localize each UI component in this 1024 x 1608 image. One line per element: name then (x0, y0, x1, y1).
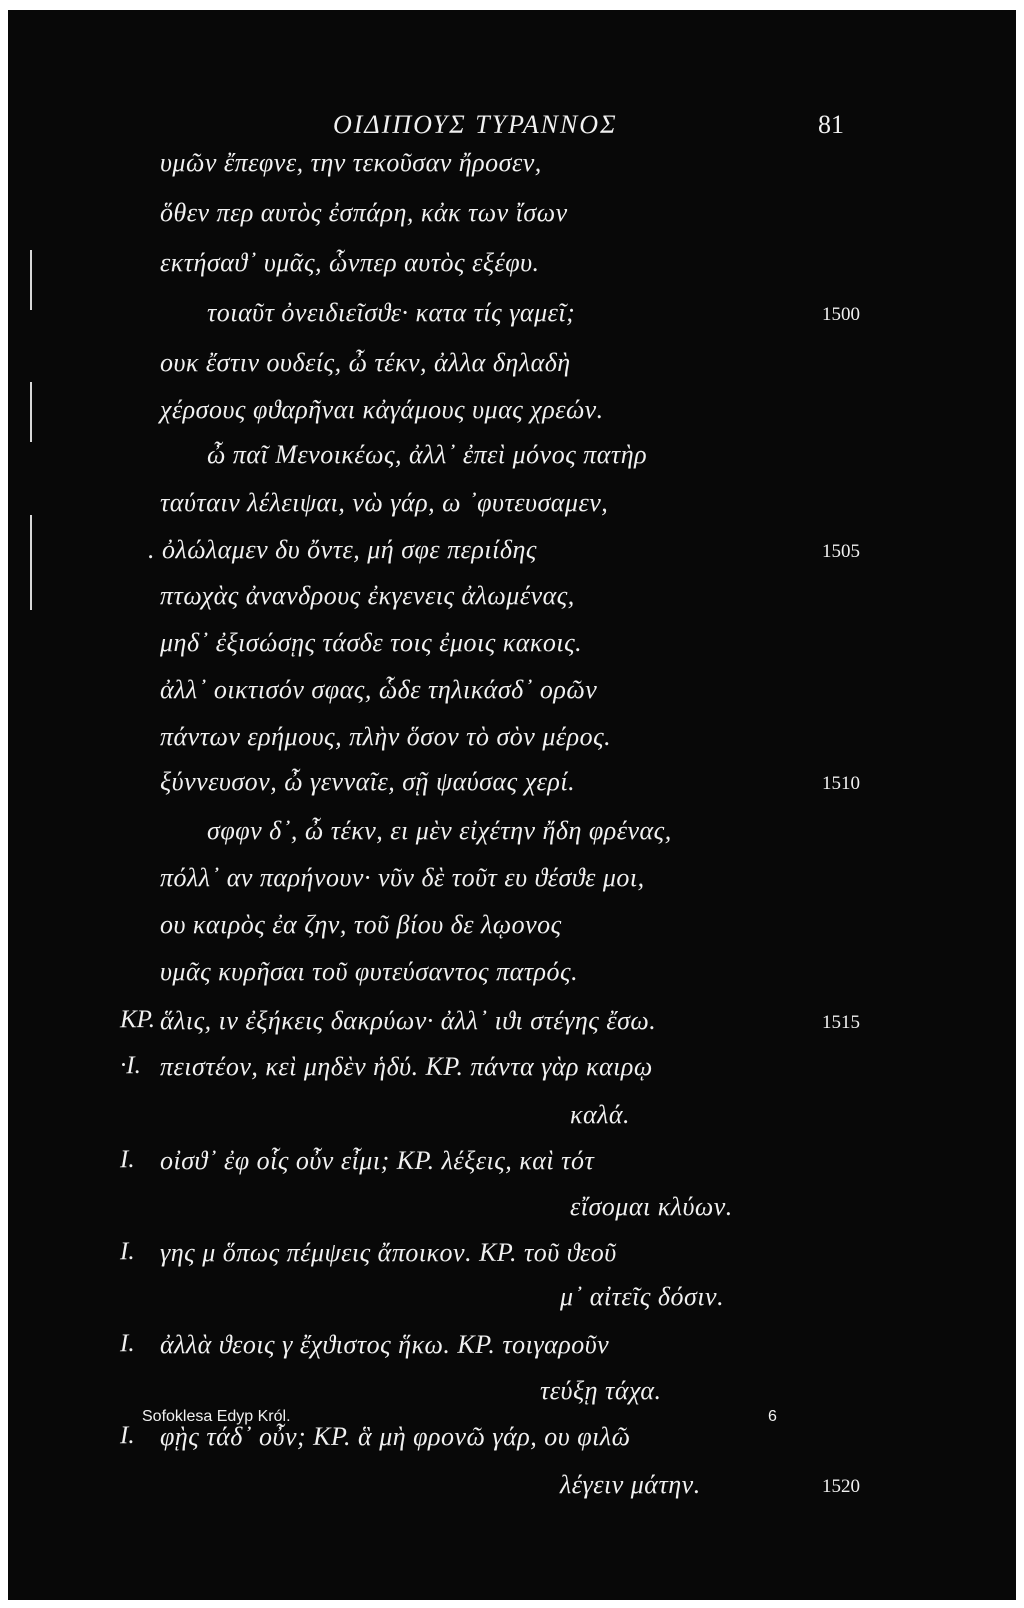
verse-line (8, 1100, 1016, 1138)
verse-line (8, 298, 1016, 336)
verse-text: ουκ ἔστιν ουδείς, ὦ τέκν, ἀλλα δηλαδὴ (160, 348, 571, 377)
verse-text: τεύξῃ τάχα. (540, 1376, 662, 1405)
verse-text: ἀλλ᾽ οικτισόν σφας, ὧδε τηλικάσδ᾽ ορῶν (160, 675, 598, 704)
verse-line (8, 816, 1016, 854)
verse-text: υμᾶς κυρῆσαι τοῦ φυτεύσαντος πατρός. (160, 957, 579, 986)
verse-line (8, 535, 1016, 573)
speaker-label: Ι. (120, 1146, 135, 1173)
verse-text: σφφν δ᾽, ὦ τέκν, ει μὲν εἰχέτην ἤδη φρένας, (207, 816, 672, 845)
verse-line (8, 581, 1016, 619)
page-number: 81 (818, 110, 844, 139)
verse-text: γης μ ὅπως πέμψεις ἄποικον. ΚΡ. τοῦ ϑεοῦ (160, 1238, 617, 1267)
line-number: 1520 (822, 1476, 860, 1497)
speaker-label: ·Ι. (120, 1052, 141, 1079)
verse-text: εκτήσαϑ᾽ υμᾶς, ὧνπερ αυτὸς εξέφυ. (160, 248, 540, 277)
verse-line (8, 248, 1016, 286)
running-title: ΟΙΔΙΠΟΥΣ ΤΥΡΑΝΝΟΣ (333, 110, 618, 139)
verse-line (8, 440, 1016, 478)
verse-line (8, 722, 1016, 760)
verse-line (8, 863, 1016, 901)
verse-text: ου καιρὸς ἐα ζην, τοῦ βίου δε λῳονος (160, 910, 562, 939)
verse-line (8, 1238, 1016, 1276)
footer-signature: 6 (768, 1408, 777, 1425)
verse-text: φῂς τάδ᾽ οὖν; ΚΡ. ἃ μὴ φρονῶ γάρ, ου φιλῶ (160, 1422, 631, 1451)
line-number: 1500 (822, 304, 860, 325)
verse-line (8, 148, 1016, 186)
footer-source: Sofoklesa Edyp Król. (142, 1408, 291, 1425)
verse-text: μηδ᾽ ἐξισώσῃς τάσδε τοις ἐμοις κακοις. (160, 628, 583, 657)
verse-line (8, 628, 1016, 666)
verse-line (8, 957, 1016, 995)
speaker-label: Ι. (120, 1330, 135, 1357)
verse-line (8, 910, 1016, 948)
verse-text: ταύταιν λέλειψαι, νὼ γάρ, ω ᾽φυτευσαμεν, (160, 488, 609, 517)
verse-text: ὦ παῖ Μενοικέως, ἀλλ᾽ ἐπεὶ μόνος πατὴρ (207, 440, 648, 469)
line-number: 1510 (822, 773, 860, 794)
page-footer (8, 1408, 1016, 1438)
verse-line (8, 198, 1016, 236)
verse-text: πτωχὰς ἀνανδρους ἐκγενεις ἀλωμένας, (160, 581, 575, 610)
book-page (8, 10, 1016, 1600)
verse-text: ἅλις, ιν ἐξήκεις δακρύων· ἀλλ᾽ ιϑι στέγης ἔσω. (160, 1006, 657, 1035)
page-header (8, 110, 1016, 150)
verse-text: χέρσους φϑαρῆναι κἀγάμους υμας χρεών. (160, 395, 604, 424)
speaker-label: ΚΡ. (120, 1006, 155, 1033)
verse-line (8, 395, 1016, 433)
verse-line (8, 1146, 1016, 1184)
verse-text: πόλλ᾽ αν παρήνουν· νῦν δὲ τοῦτ ευ ϑέσϑε μοι, (160, 863, 645, 892)
verse-text: . ὀλώλαμεν δυ ὄντε, μή σφε περιίδης (148, 535, 537, 564)
verse-line (8, 675, 1016, 713)
verse-text: υμῶν ἔπεφνε, την τεκοῦσαν ἤροσεν, (160, 148, 542, 177)
verse-text: καλά. (570, 1100, 631, 1129)
line-number: 1505 (822, 541, 860, 562)
verse-line (8, 767, 1016, 805)
verse-text: πειστέον, κεὶ μηδὲν ἡδύ. ΚΡ. πάντα γὰρ καιρῳ (160, 1052, 653, 1081)
verse-line (8, 488, 1016, 526)
verse-text: οἰσϑ᾽ ἐφ οἷς οὖν εἶμι; ΚΡ. λέξεις, καὶ τότ (160, 1146, 595, 1175)
verse-line (8, 348, 1016, 386)
verse-text: εἴσομαι κλύων. (570, 1192, 733, 1221)
verse-line (8, 1052, 1016, 1090)
verse-text: μ᾽ αἰτεῖς δόσιν. (560, 1282, 725, 1311)
verse-line (8, 1330, 1016, 1368)
verse-text: πάντων ερήμους, πλὴν ὅσον τὸ σὸν μέρος. (160, 722, 612, 751)
verse-text: ὅθεν περ αυτὸς ἐσπάρη, κἀκ των ἴσων (160, 198, 568, 227)
verse-text: λέγειν μάτην. (560, 1470, 701, 1499)
speaker-label: Ι. (120, 1238, 135, 1265)
verse-text: ξύννευσον, ὦ γενναῖε, σῇ ψαύσας χερί. (160, 767, 576, 796)
verse-text: ἀλλὰ ϑεοις γ ἔχϑιστος ἥκω. ΚΡ. τοιγαροῦν (160, 1330, 610, 1359)
verse-line (8, 1192, 1016, 1230)
verse-line (8, 1282, 1016, 1320)
verse-line (8, 1470, 1016, 1508)
line-number: 1515 (822, 1012, 860, 1033)
verse-line (8, 1006, 1016, 1044)
speaker-label: Ι. (120, 1422, 135, 1449)
verse-text: τοιαῦτ ὀνειδιεῖσϑε· κατα τίς γαμεῖ; (207, 298, 576, 327)
